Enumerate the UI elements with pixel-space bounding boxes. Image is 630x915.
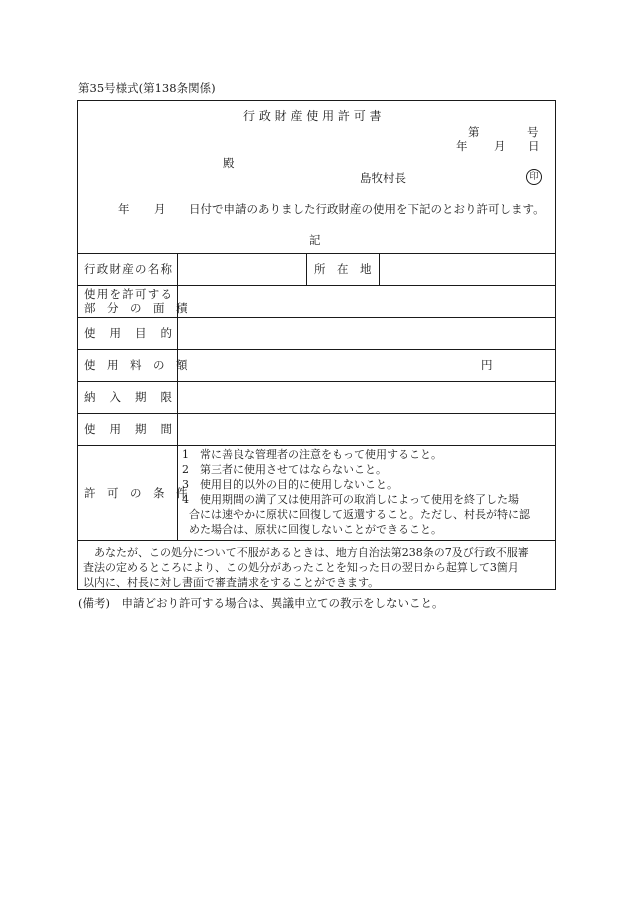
table-top-rule xyxy=(78,253,555,254)
permission-statement: 日付で申請のありました行政財産の使用を下記のとおり許可します。 xyxy=(189,202,545,216)
fee-unit: 円 xyxy=(481,358,493,372)
date-day: 日 xyxy=(528,139,540,153)
location-label: 所 在 地 xyxy=(314,262,372,276)
location-divider-right xyxy=(379,253,380,285)
condition-continuation: 合には速やかに原状に回復して返還すること。ただし、村長が特に認 xyxy=(189,508,530,521)
date-month: 月 xyxy=(494,139,506,153)
property-name-label: 行政財産の名称 xyxy=(84,262,172,276)
row-divider xyxy=(78,445,555,446)
remarks: (備考) 申請どおり許可する場合は、異議申立ての教示をしないこと。 xyxy=(78,596,444,610)
condition-continuation: めた場合は、原状に回復しないことができること。 xyxy=(189,523,442,536)
location-divider-left xyxy=(306,253,307,285)
purpose-label: 使 用 目 的 xyxy=(84,326,172,340)
notice-line: あなたが、この処分について不服があるときは、地方自治法第238条の7及び行政不服審 xyxy=(83,546,529,559)
body-month: 月 xyxy=(154,202,166,216)
addressee-suffix: 殿 xyxy=(223,156,235,170)
row-divider xyxy=(78,349,555,350)
row-divider xyxy=(78,413,555,414)
number-prefix: 第 xyxy=(468,125,480,139)
notice-line: 査法の定めるところにより、この処分があったことを知った日の翌日から起算して3箇月 xyxy=(83,561,519,574)
appeal-notice xyxy=(83,545,551,590)
notice-line: 以内に、村長に対し書面で審査請求をすることができます。 xyxy=(83,576,380,589)
issuer-name: 島牧村長 xyxy=(360,171,406,185)
date-year: 年 xyxy=(456,139,468,153)
period-label: 使 用 期 間 xyxy=(84,422,172,436)
row-divider xyxy=(78,381,555,382)
area-label-line2: 部 分 の 面 積 xyxy=(84,301,188,315)
row-divider xyxy=(78,285,555,286)
condition-item: 1 常に善良な管理者の注意をもって使用すること。 xyxy=(182,448,442,461)
fee-label: 使 用 料 の 額 xyxy=(84,358,188,372)
document-title: 行 政 財 産 使 用 許 可 書 xyxy=(243,109,382,123)
payment-deadline-label: 納 入 期 限 xyxy=(84,390,172,404)
ki-heading: 記 xyxy=(309,233,321,247)
form-number: 第35号様式(第138条関係) xyxy=(78,81,216,95)
number-suffix: 号 xyxy=(527,125,539,139)
condition-item: 4 使用期間の満了又は使用許可の取消しによって使用を終了した場 xyxy=(182,493,519,506)
condition-item: 3 使用目的以外の目的に使用しないこと。 xyxy=(182,478,398,491)
area-label-line1: 使用を許可する xyxy=(84,287,172,301)
row-divider xyxy=(78,317,555,318)
body-year: 年 xyxy=(118,202,130,216)
table-bottom-rule xyxy=(78,540,555,541)
conditions-label: 許 可 の 条 件 xyxy=(84,486,188,500)
permit-form xyxy=(77,100,556,590)
seal-mark: 印 xyxy=(526,169,542,185)
condition-item: 2 第三者に使用させてはならないこと。 xyxy=(182,463,387,476)
